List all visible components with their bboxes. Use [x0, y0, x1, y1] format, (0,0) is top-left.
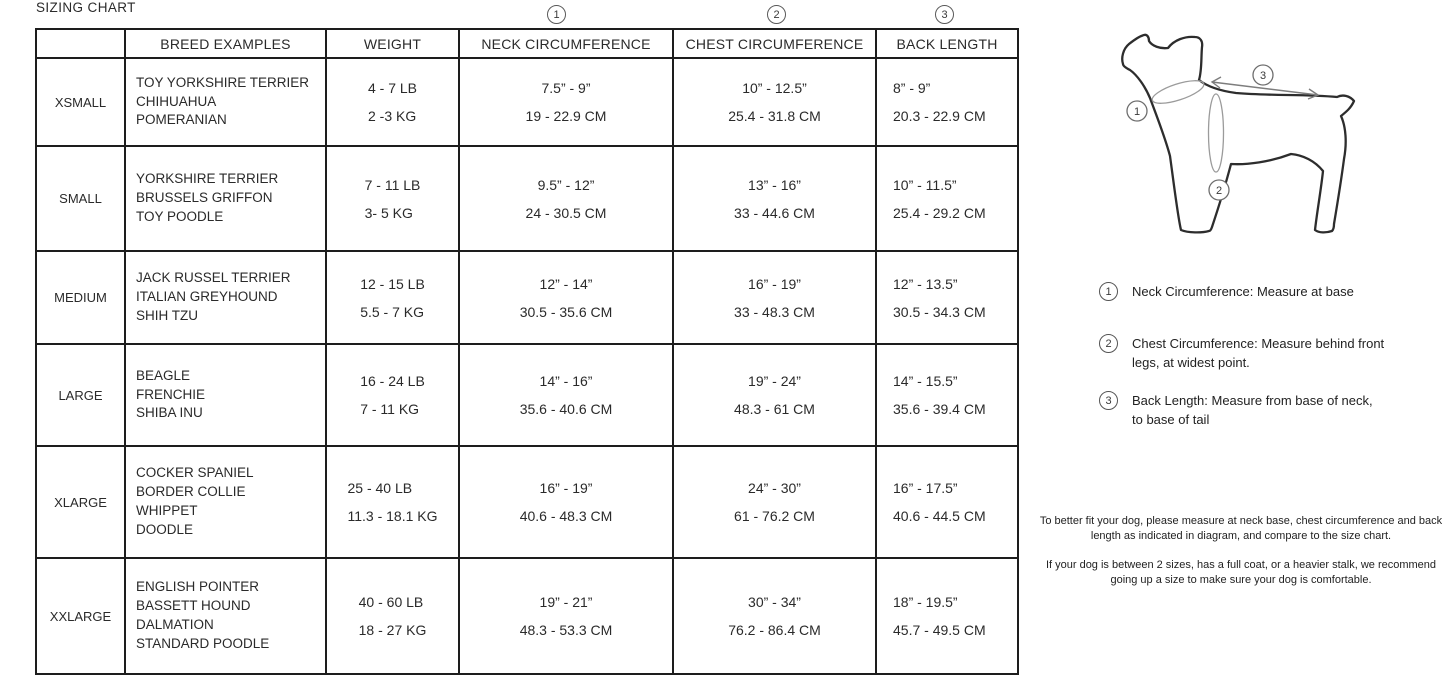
row-xlarge-weight — [327, 447, 460, 559]
row-xlarge-size: XLARGE — [37, 447, 126, 559]
legend-item-back — [1099, 391, 1444, 430]
row-xlarge-neck — [460, 447, 674, 559]
row-medium-back — [877, 252, 1019, 345]
row-small-chest — [674, 147, 877, 252]
weight-lb: 25 - 40 LB — [347, 480, 413, 496]
row-large-neck — [460, 345, 674, 447]
row-xlarge-breeds — [126, 447, 327, 559]
header-back-length: BACK LENGTH — [877, 30, 1019, 59]
weight-kg: 2 -3 KG — [367, 108, 417, 124]
breed-name: COCKER SPANIEL — [136, 465, 254, 481]
weight-values — [359, 594, 427, 638]
chest-in: 13” - 16” — [748, 176, 801, 193]
legend-text-chest — [1132, 334, 1384, 373]
back-in: 14” - 15.5” — [893, 373, 958, 389]
diagram-marker-3 — [1253, 65, 1273, 85]
weight-kg: 3- 5 KG — [364, 204, 413, 221]
row-xsmall-neck — [460, 59, 674, 147]
neck-values — [526, 80, 607, 124]
chest-in: 16” - 19” — [748, 275, 801, 292]
neck-cm: 40.6 - 48.3 CM — [519, 508, 613, 524]
chest-in: 24” - 30” — [748, 480, 801, 496]
legend-line: Back Length: Measure from base of neck, — [1132, 393, 1373, 408]
row-xsmall-back — [877, 59, 1019, 147]
row-small-size: SMALL — [37, 147, 126, 252]
weight-values — [360, 373, 425, 417]
breed-name: BORDER COLLIE — [136, 484, 246, 500]
back-values — [893, 177, 986, 221]
legend-marker-2: 2 — [1099, 334, 1118, 353]
neck-cm: 30.5 - 35.6 CM — [519, 303, 613, 320]
row-small-weight — [327, 147, 460, 252]
back-values — [893, 276, 986, 320]
weight-lb: 40 - 60 LB — [358, 594, 424, 610]
header-breed-examples: BREED EXAMPLES — [126, 30, 327, 59]
chest-values — [728, 594, 821, 638]
header-size — [37, 30, 126, 59]
row-xxlarge-neck — [460, 559, 674, 675]
neck-values — [526, 177, 607, 221]
diagram-marker-1 — [1127, 101, 1147, 121]
chest-cm: 33 - 48.3 CM — [734, 303, 815, 320]
row-xsmall-size: XSMALL — [37, 59, 126, 147]
row-xxlarge-size: XXLARGE — [37, 559, 126, 675]
neck-values — [520, 480, 613, 524]
neck-cm: 35.6 - 40.6 CM — [519, 401, 613, 417]
neck-cm: 24 - 30.5 CM — [525, 204, 607, 221]
breed-lines — [136, 464, 254, 540]
breed-name: DOODLE — [136, 521, 194, 537]
row-xxlarge-breeds — [126, 559, 327, 675]
row-medium-weight — [327, 252, 460, 345]
row-xxlarge-chest — [674, 559, 877, 675]
back-values — [893, 373, 986, 417]
row-large-weight — [327, 345, 460, 447]
weight-kg: 18 - 27 KG — [358, 622, 427, 638]
breed-name: BASSETT HOUND — [136, 598, 251, 614]
breed-name: JACK RUSSEL TERRIER — [136, 270, 291, 286]
diagram-marker-1-label: 1 — [1133, 106, 1141, 118]
column-marker-2-label: 2 — [773, 8, 780, 21]
header-chest-circumference: CHEST CIRCUMFERENCE — [674, 30, 877, 59]
weight-kg: 11.3 - 18.1 KG — [347, 508, 438, 524]
row-medium-chest — [674, 252, 877, 345]
breed-name: SHIH TZU — [136, 307, 199, 323]
row-medium-breeds — [126, 252, 327, 345]
dog-measurement-diagram — [1100, 25, 1370, 245]
weight-values — [368, 80, 417, 124]
chest-cm: 76.2 - 86.4 CM — [728, 622, 821, 638]
page-title: SIZING CHART — [36, 0, 136, 15]
back-in: 10” - 11.5” — [893, 176, 957, 193]
breed-name: CHIHUAHUA — [136, 93, 217, 109]
row-xsmall-weight — [327, 59, 460, 147]
back-in: 18” - 19.5” — [893, 594, 958, 610]
chest-values — [734, 373, 815, 417]
legend-text-back — [1132, 391, 1373, 430]
neck-in: 12” - 14” — [539, 275, 593, 292]
back-cm: 40.6 - 44.5 CM — [893, 508, 986, 524]
row-medium-size: MEDIUM — [37, 252, 126, 345]
breed-lines — [136, 74, 309, 131]
back-in: 16” - 17.5” — [893, 480, 958, 496]
weight-values — [365, 177, 421, 221]
back-cm: 35.6 - 39.4 CM — [893, 401, 986, 417]
breed-name: TOY YORKSHIRE TERRIER — [136, 74, 310, 90]
weight-lb: 16 - 24 LB — [360, 373, 425, 389]
neck-in: 19” - 21” — [539, 594, 593, 610]
legend-line: legs, at widest point. — [1132, 354, 1250, 370]
diagram-marker-2-label: 2 — [1215, 185, 1223, 197]
weight-lb: 12 - 15 LB — [360, 275, 425, 292]
row-medium-neck — [460, 252, 674, 345]
weight-kg: 5.5 - 7 KG — [360, 303, 424, 320]
row-xlarge-chest — [674, 447, 877, 559]
fitting-notes — [1038, 514, 1444, 589]
row-xxlarge-back — [877, 559, 1019, 675]
column-marker-2 — [767, 5, 786, 24]
note-measure: To better fit your dog, please measure at neck base, chest circumference and back length as indicated in diagram, and compare to the size chart. — [1039, 515, 1443, 543]
back-cm: 25.4 - 29.2 CM — [893, 204, 986, 221]
back-cm: 20.3 - 22.9 CM — [893, 108, 986, 124]
column-marker-3-label: 3 — [941, 8, 948, 21]
chest-in: 30” - 34” — [748, 594, 801, 610]
back-in: 8” - 9” — [893, 80, 931, 96]
column-marker-1 — [547, 5, 566, 24]
legend-item-neck — [1099, 282, 1444, 302]
breed-name: ENGLISH POINTER — [136, 579, 260, 595]
note-between-sizes: If your dog is between 2 sizes, has a full coat, or a heavier stalk, we recommend going up a size to make sure your dog is comfortable. — [1045, 558, 1437, 587]
breed-name: ITALIAN GREYHOUND — [136, 289, 278, 305]
diagram-marker-2 — [1209, 180, 1229, 200]
breed-name: STANDARD POODLE — [136, 635, 270, 651]
diagram-marker-3-label: 3 — [1259, 70, 1267, 82]
legend-marker-1: 1 — [1099, 282, 1118, 301]
legend-line: to base of tail — [1132, 411, 1210, 427]
row-large-size: LARGE — [37, 345, 126, 447]
breed-name: WHIPPET — [136, 503, 198, 518]
neck-in: 9.5” - 12” — [537, 176, 595, 193]
row-large-chest — [674, 345, 877, 447]
chest-in: 19” - 24” — [748, 373, 801, 389]
row-large-back — [877, 345, 1019, 447]
neck-values — [520, 373, 613, 417]
legend-line: Chest Circumference: Measure behind front — [1132, 336, 1385, 351]
header-weight: WEIGHT — [327, 30, 460, 59]
row-small-neck — [460, 147, 674, 252]
breed-lines — [136, 578, 269, 654]
breed-name: YORKSHIRE TERRIER — [136, 171, 279, 187]
breed-name: BRUSSELS GRIFFON — [136, 190, 273, 206]
neck-cm: 48.3 - 53.3 CM — [519, 622, 613, 638]
row-xsmall-chest — [674, 59, 877, 147]
chest-values — [728, 80, 821, 124]
row-xxlarge-weight — [327, 559, 460, 675]
chest-values — [734, 480, 815, 524]
sizing-table — [35, 28, 1019, 675]
row-large-breeds — [126, 345, 327, 447]
legend-item-chest — [1099, 334, 1444, 373]
breed-lines — [136, 269, 291, 326]
chest-values — [734, 177, 815, 221]
breed-name: BEAGLE — [136, 367, 191, 383]
chest-in: 10” - 12.5” — [742, 80, 807, 96]
breed-name: SHIBA INU — [136, 405, 203, 421]
chest-cm: 33 - 44.6 CM — [734, 204, 815, 221]
column-marker-1-label: 1 — [553, 8, 560, 21]
back-values — [893, 480, 986, 524]
weight-values — [347, 480, 437, 524]
back-values — [893, 80, 986, 124]
breed-name: FRENCHIE — [136, 386, 206, 402]
legend-marker-3: 3 — [1099, 391, 1118, 410]
neck-cm: 19 - 22.9 CM — [525, 108, 607, 124]
back-in: 12” - 13.5” — [893, 275, 958, 292]
breed-name: POMERANIAN — [136, 112, 227, 128]
weight-values — [360, 276, 425, 320]
back-cm: 30.5 - 34.3 CM — [893, 303, 986, 320]
weight-lb: 7 - 11 LB — [364, 176, 421, 193]
legend-text-neck — [1132, 282, 1354, 302]
dog-outline — [1122, 35, 1354, 233]
row-xlarge-back — [877, 447, 1019, 559]
breed-name: TOY POODLE — [136, 208, 224, 224]
header-neck-circumference: NECK CIRCUMFERENCE — [460, 30, 674, 59]
breed-name: DALMATION — [136, 617, 214, 632]
weight-kg: 7 - 11 KG — [360, 401, 420, 417]
breed-lines — [136, 367, 205, 424]
chest-cm: 48.3 - 61 CM — [734, 401, 815, 417]
back-values — [893, 594, 986, 638]
neck-in: 16” - 19” — [539, 480, 593, 496]
breed-lines — [136, 170, 278, 227]
weight-lb: 4 - 7 LB — [367, 80, 418, 96]
legend-line: Neck Circumference: Measure at base — [1132, 284, 1354, 299]
neck-in: 7.5” - 9” — [541, 80, 591, 96]
neck-in: 14” - 16” — [539, 373, 593, 389]
neck-values — [520, 276, 613, 320]
column-marker-3 — [935, 5, 954, 24]
chest-cm: 61 - 76.2 CM — [734, 508, 815, 524]
row-small-breeds — [126, 147, 327, 252]
row-small-back — [877, 147, 1019, 252]
row-xsmall-breeds — [126, 59, 327, 147]
chest-values — [734, 276, 815, 320]
chest-cm: 25.4 - 31.8 CM — [728, 108, 821, 124]
back-cm: 45.7 - 49.5 CM — [893, 622, 986, 638]
neck-values — [520, 594, 613, 638]
